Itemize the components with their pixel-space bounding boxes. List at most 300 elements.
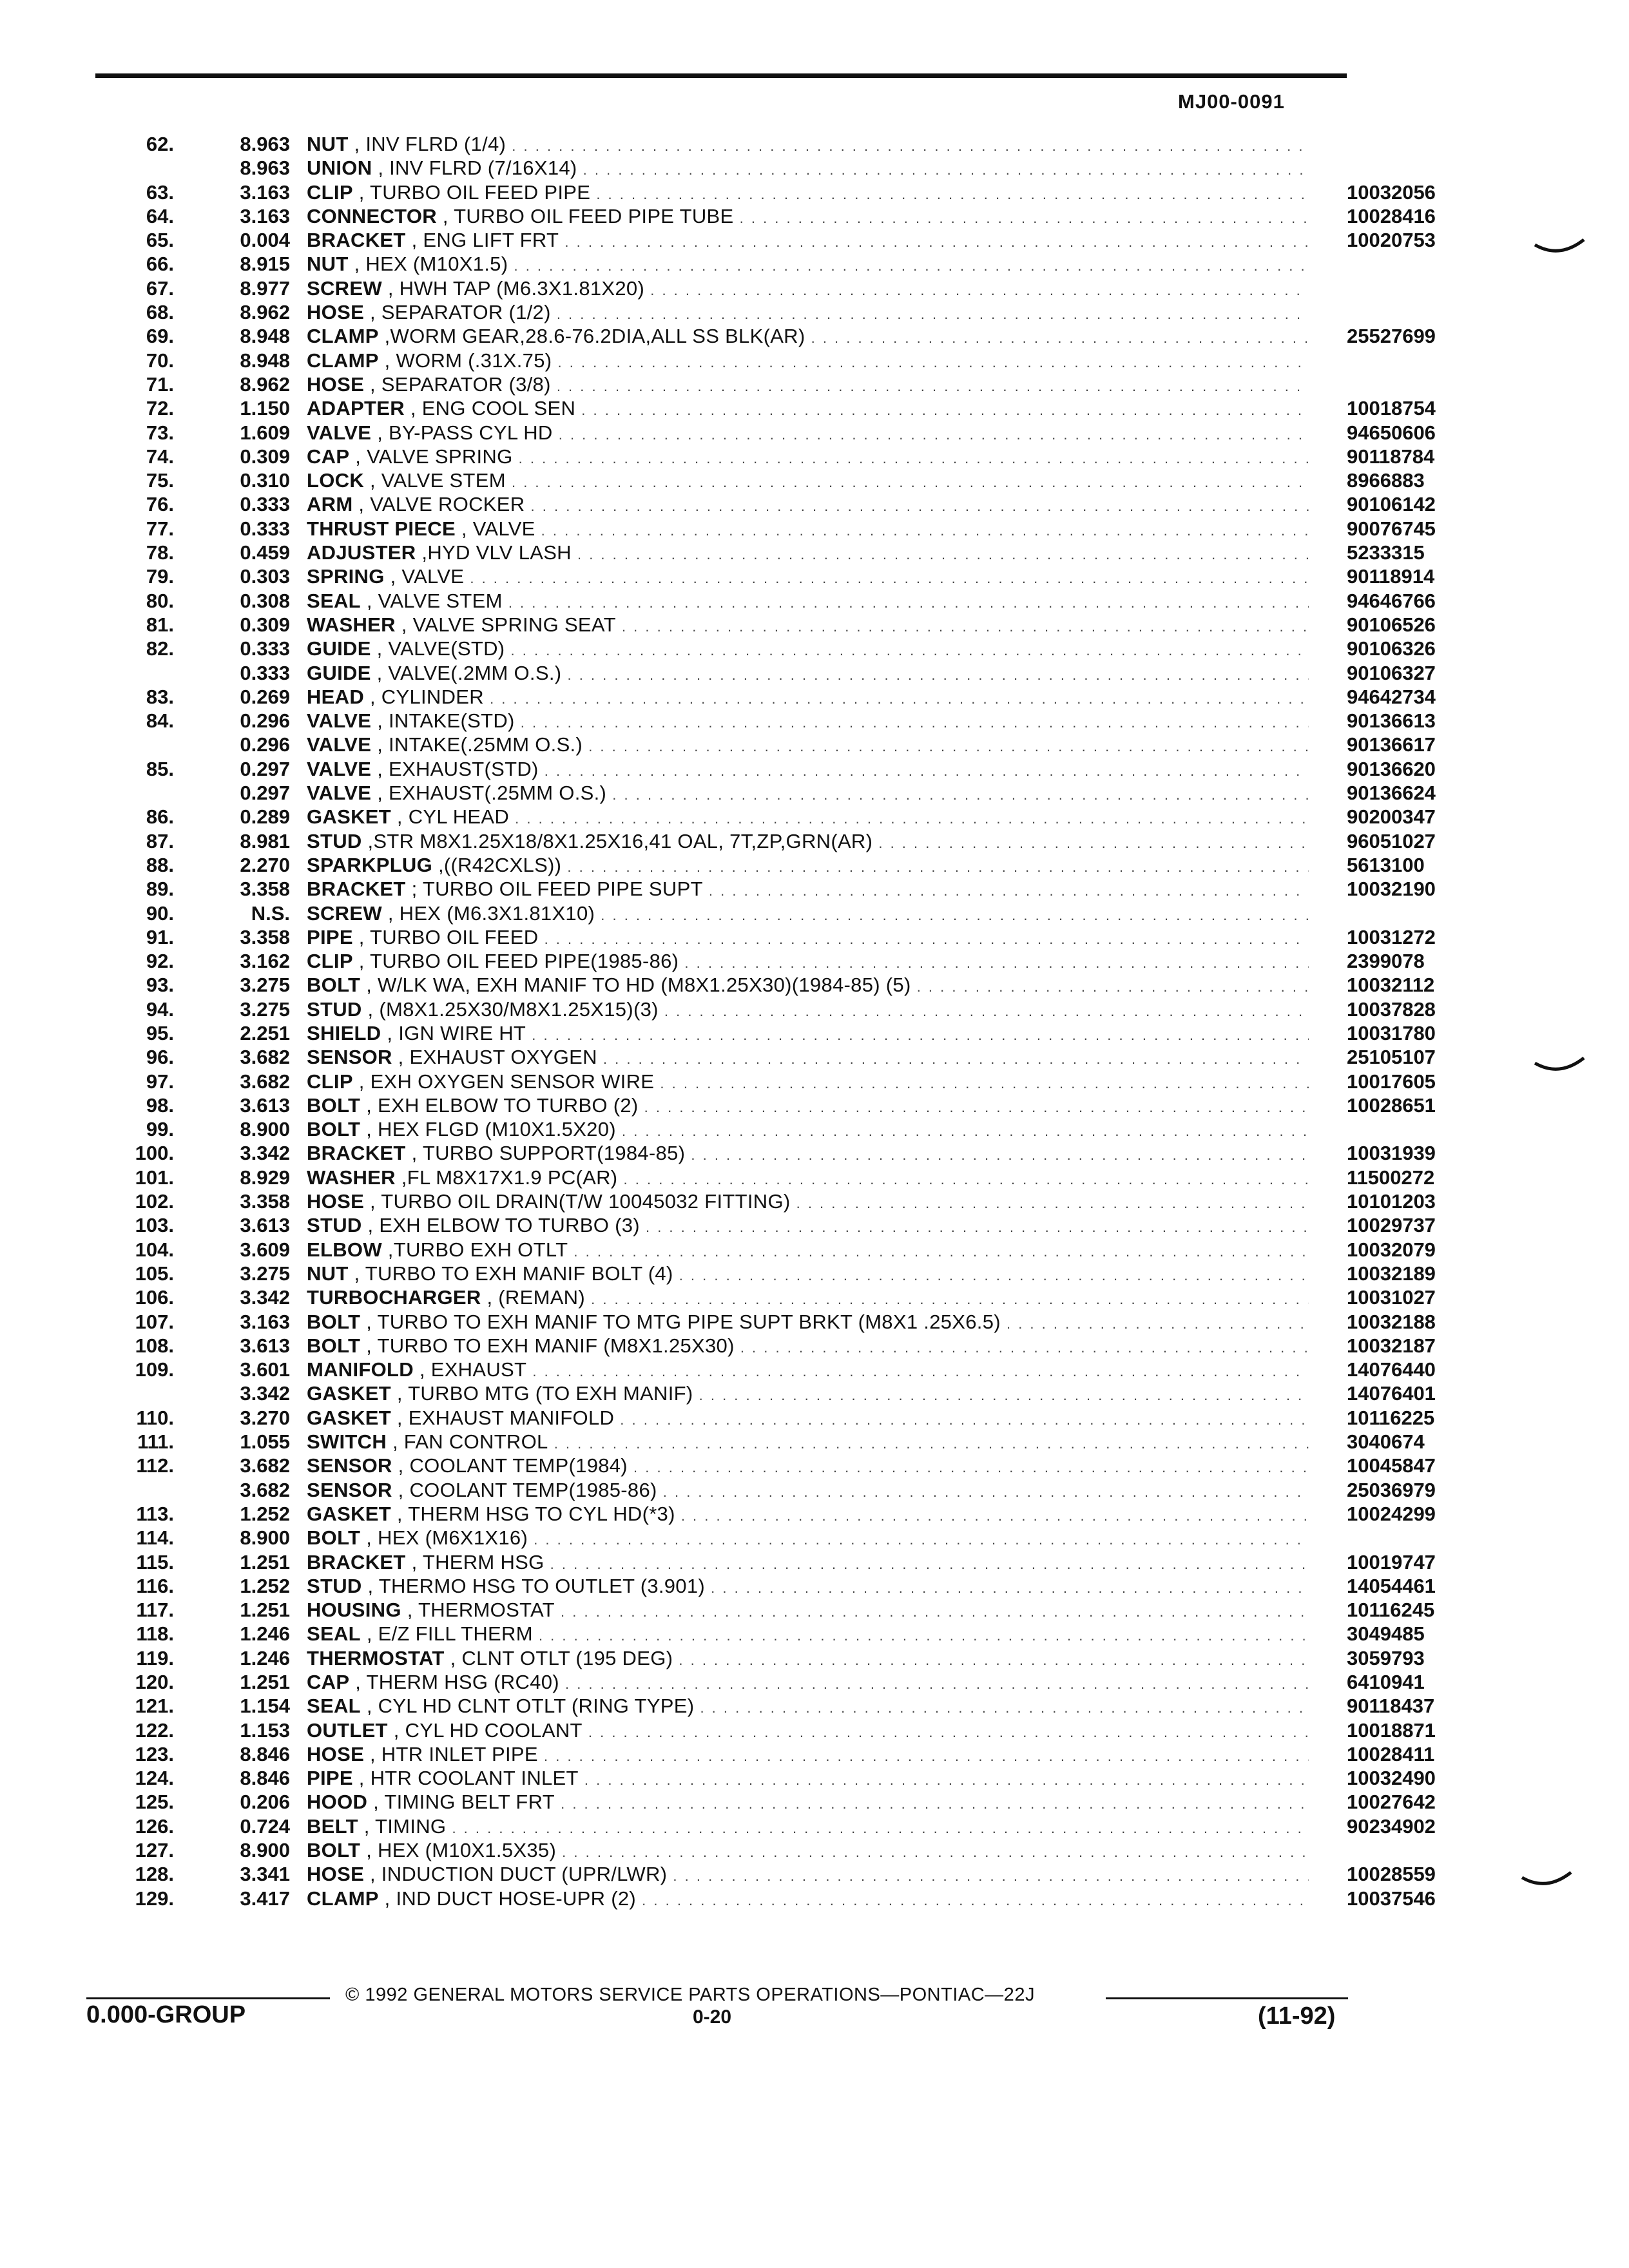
item-number: 72. xyxy=(146,397,174,420)
part-description xyxy=(307,1117,1309,1143)
part-name: THERMOSTAT xyxy=(307,1646,445,1669)
parts-row xyxy=(97,300,1347,324)
part-detail: , BY-PASS CYL HD . . . xyxy=(377,421,1309,444)
part-detail: , THERMO HSG TO OUTLET (3.901) . . . xyxy=(368,1575,1309,1597)
part-description xyxy=(307,1430,1309,1456)
item-number: 78. xyxy=(146,541,174,564)
part-description xyxy=(307,1045,1309,1071)
item-number: 92. xyxy=(146,950,174,973)
part-description xyxy=(307,1718,1309,1744)
part-number: 10029737 xyxy=(1347,1214,1436,1237)
part-detail: , INV FLRD (1/4) . . . xyxy=(354,133,1309,155)
part-description xyxy=(307,252,1309,278)
group-number: 8.963 xyxy=(240,157,290,180)
part-description xyxy=(307,661,1309,687)
parts-row xyxy=(97,781,1436,805)
item-number: 109. xyxy=(135,1358,174,1381)
part-description xyxy=(307,1598,1309,1624)
part-description xyxy=(307,1814,1309,1840)
part-description xyxy=(307,925,1309,951)
item-number: 69. xyxy=(146,325,174,348)
part-description xyxy=(307,997,1309,1023)
part-name: BOLT xyxy=(307,1526,361,1550)
item-number: 100. xyxy=(135,1142,174,1165)
part-name: BRACKET xyxy=(307,1142,406,1165)
part-description xyxy=(307,396,1309,422)
part-name: CAP xyxy=(307,1671,350,1693)
part-detail: , TURBO TO EXH MANIF (M8X1.25X30) . . . xyxy=(366,1334,1309,1357)
part-number: 10031939 xyxy=(1347,1142,1436,1165)
part-detail: , HEX FLGD (M10X1.5X20) . . . xyxy=(366,1118,1309,1140)
part-description xyxy=(307,132,1309,158)
item-number: 70. xyxy=(146,349,174,372)
group-number: 8.981 xyxy=(240,829,290,852)
part-detail: , THERM HSG (RC40) . . . xyxy=(355,1671,1309,1693)
part-description xyxy=(307,1285,1309,1311)
part-name: LOCK xyxy=(307,469,365,492)
part-description xyxy=(307,1550,1309,1576)
item-number: 76. xyxy=(146,493,174,516)
part-detail: , TURBO OIL FEED PIPE . . . xyxy=(359,181,1309,204)
item-number: 97. xyxy=(146,1070,174,1093)
part-name: HOOD xyxy=(307,1791,368,1814)
item-number: 123. xyxy=(135,1742,174,1765)
part-number: 10031272 xyxy=(1347,925,1436,948)
parts-row xyxy=(97,709,1436,733)
parts-row xyxy=(97,1262,1436,1285)
parts-row xyxy=(97,973,1435,997)
parts-row xyxy=(97,1406,1435,1430)
part-detail: ,STR M8X1.25X18/8X1.25X16,41 OAL, 7T,ZP,GRN(AR) . . . xyxy=(368,830,1309,852)
group-number: 0.333 xyxy=(240,493,290,516)
part-name: PIPE xyxy=(307,1767,353,1790)
part-number: 25527699 xyxy=(1347,325,1436,348)
part-name: SCREW xyxy=(307,276,382,300)
part-description xyxy=(307,228,1309,254)
group-number: 3.358 xyxy=(240,878,290,901)
parts-row xyxy=(97,1766,1436,1790)
group-number: 3.275 xyxy=(240,974,290,997)
part-detail: , THERMOSTAT . . . xyxy=(407,1599,1309,1621)
part-name: BRACKET xyxy=(307,1550,406,1573)
part-number: 10032187 xyxy=(1347,1334,1436,1357)
group-number: 1.153 xyxy=(240,1718,290,1742)
part-description xyxy=(307,1358,1309,1383)
part-detail: , EXHAUST . . . xyxy=(419,1358,1309,1381)
parts-row xyxy=(97,1213,1436,1237)
part-detail: ; TURBO OIL FEED PIPE SUPT . . . xyxy=(412,878,1309,900)
parts-row xyxy=(97,564,1435,588)
part-description xyxy=(307,421,1309,447)
part-description xyxy=(307,1838,1309,1864)
part-name: VALVE xyxy=(307,709,372,733)
parts-row xyxy=(97,1430,1425,1454)
item-number: 114. xyxy=(136,1526,174,1550)
parts-row xyxy=(97,1622,1425,1646)
part-number: 90106142 xyxy=(1347,493,1436,516)
part-number: 10019747 xyxy=(1347,1550,1436,1573)
parts-row xyxy=(97,925,1436,949)
part-detail: ,HYD VLV LASH . . . xyxy=(421,541,1309,564)
part-name: VALVE xyxy=(307,733,372,756)
parts-row xyxy=(97,997,1436,1021)
part-number: 10024299 xyxy=(1347,1502,1436,1525)
part-number: 10032190 xyxy=(1347,878,1436,901)
group-number: 3.163 xyxy=(240,180,290,204)
part-description xyxy=(307,877,1309,903)
part-number: 25105107 xyxy=(1347,1046,1436,1069)
part-description xyxy=(307,468,1309,494)
part-description xyxy=(307,1093,1309,1119)
part-detail: , HEX (M6.3X1.81X10) . . . xyxy=(388,902,1309,925)
item-number: 99. xyxy=(146,1118,174,1141)
group-number: 3.682 xyxy=(240,1046,290,1069)
part-number: 90234902 xyxy=(1347,1814,1436,1838)
part-number: 11500272 xyxy=(1347,1166,1435,1189)
group-number: 3.163 xyxy=(240,1310,290,1333)
part-name: GASKET xyxy=(307,805,391,829)
part-name: GUIDE xyxy=(307,637,371,660)
part-number: 96051027 xyxy=(1347,829,1436,852)
group-number: 0.333 xyxy=(240,517,290,540)
part-description xyxy=(307,1406,1309,1432)
part-name: SENSOR xyxy=(307,1046,392,1069)
part-name: SHIELD xyxy=(307,1021,381,1044)
item-number: 106. xyxy=(135,1286,174,1309)
parts-row xyxy=(97,372,1347,396)
part-name: SEAL xyxy=(307,1622,361,1646)
group-number: 3.358 xyxy=(240,925,290,948)
part-number: 90118784 xyxy=(1347,445,1435,468)
item-number: 66. xyxy=(146,253,174,276)
group-number: 8.929 xyxy=(240,1166,290,1189)
part-detail: , VALVE(STD) . . . xyxy=(377,637,1309,660)
part-detail: , CYL HD CLNT OTLT (RING TYPE) . . . xyxy=(367,1695,1309,1717)
parts-row xyxy=(97,156,1347,180)
part-name: STUD xyxy=(307,1574,362,1597)
parts-row xyxy=(97,829,1436,853)
binder-hole-mark-icon xyxy=(1521,1871,1572,1890)
part-number: 10032490 xyxy=(1347,1767,1436,1790)
item-number: 81. xyxy=(146,613,174,636)
parts-row xyxy=(97,349,1347,372)
part-name: BOLT xyxy=(307,1118,361,1141)
part-detail: , IGN WIRE HT . . . xyxy=(387,1022,1309,1044)
part-number: 5613100 xyxy=(1347,853,1425,876)
part-detail: , TIMING . . . xyxy=(364,1815,1309,1838)
group-number: 3.270 xyxy=(240,1406,290,1429)
part-description xyxy=(307,805,1309,831)
part-description xyxy=(307,1454,1309,1479)
part-name: OUTLET xyxy=(307,1718,388,1742)
part-name: WASHER xyxy=(307,1166,396,1189)
item-number: 105. xyxy=(135,1262,174,1285)
edition-date: (11-92) xyxy=(1258,2003,1336,2030)
part-name: STUD xyxy=(307,829,362,852)
part-name: HOUSING xyxy=(307,1599,401,1622)
part-detail: , COOLANT TEMP(1984) . . . xyxy=(398,1454,1309,1477)
parts-row xyxy=(97,1141,1436,1165)
group-number: 1.150 xyxy=(240,397,290,420)
part-detail: , IND DUCT HOSE-UPR (2) . . . xyxy=(385,1887,1309,1910)
parts-row xyxy=(97,757,1436,781)
part-description xyxy=(307,1238,1309,1264)
parts-row xyxy=(97,901,1347,925)
part-number: 94642734 xyxy=(1347,685,1436,708)
parts-row xyxy=(97,517,1436,541)
part-name: THRUST PIECE xyxy=(307,517,456,540)
parts-row xyxy=(97,1117,1347,1141)
part-name: SENSOR xyxy=(307,1454,392,1477)
part-number: 90076745 xyxy=(1347,517,1436,540)
part-detail: , EXHAUST(.25MM O.S.) . . . xyxy=(377,782,1309,804)
item-number: 124. xyxy=(135,1767,174,1790)
part-detail: ,WORM GEAR,28.6-76.2DIA,ALL SS BLK(AR) . . . xyxy=(385,325,1309,347)
top-rule xyxy=(95,73,1347,78)
part-detail: ,FL M8X17X1.9 PC(AR) . . . xyxy=(401,1166,1309,1189)
part-name: NUT xyxy=(307,253,349,276)
item-number: 64. xyxy=(146,204,174,227)
item-number: 117. xyxy=(136,1599,174,1622)
item-number: 88. xyxy=(146,853,174,876)
part-name: HOSE xyxy=(307,1742,365,1765)
parts-row xyxy=(97,541,1425,564)
part-detail: , VALVE(.2MM O.S.) . . . xyxy=(377,662,1309,684)
item-number: 125. xyxy=(135,1791,174,1814)
part-description xyxy=(307,1334,1309,1360)
part-description xyxy=(307,276,1309,302)
parts-row xyxy=(97,1070,1436,1093)
group-number: 1.246 xyxy=(240,1646,290,1669)
part-number: 90106526 xyxy=(1347,613,1436,636)
parts-row xyxy=(97,1550,1436,1574)
parts-row xyxy=(97,1310,1436,1334)
part-description xyxy=(307,1310,1309,1336)
item-number: 119. xyxy=(136,1646,174,1669)
part-number: 14076440 xyxy=(1347,1358,1436,1381)
group-number: 1.609 xyxy=(240,421,290,444)
group-number: 8.846 xyxy=(240,1742,290,1765)
part-number: 10028559 xyxy=(1347,1863,1436,1886)
group-number: 3.417 xyxy=(240,1887,290,1910)
part-number: 10032112 xyxy=(1347,974,1435,997)
part-description xyxy=(307,541,1309,566)
parts-row xyxy=(97,877,1436,901)
group-number: 3.682 xyxy=(240,1478,290,1501)
group-number: 1.251 xyxy=(240,1671,290,1693)
group-number: 3.613 xyxy=(240,1214,290,1237)
group-number: 8.963 xyxy=(240,133,290,155)
part-description xyxy=(307,445,1309,470)
parts-row xyxy=(97,1238,1436,1262)
part-number: 8966883 xyxy=(1347,469,1425,492)
parts-row xyxy=(97,1285,1436,1309)
part-number: 5233315 xyxy=(1347,541,1425,564)
part-description xyxy=(307,180,1309,206)
group-number: 3.609 xyxy=(240,1238,290,1261)
item-number: 68. xyxy=(146,301,174,324)
part-detail: , COOLANT TEMP(1985-86) . . . xyxy=(398,1479,1309,1501)
parts-row xyxy=(97,1334,1436,1358)
part-detail: , TURBO SUPPORT(1984-85) . . . xyxy=(412,1142,1309,1164)
part-name: BRACKET xyxy=(307,878,406,901)
part-number: 10028416 xyxy=(1347,204,1436,227)
part-detail: ,((R42CXLS)) . . . xyxy=(438,854,1309,876)
group-number: 3.613 xyxy=(240,1334,290,1357)
item-number: 95. xyxy=(146,1021,174,1044)
part-number: 10032079 xyxy=(1347,1238,1436,1261)
part-description xyxy=(307,1646,1309,1672)
part-number: 10032188 xyxy=(1347,1310,1436,1333)
part-number: 90106327 xyxy=(1347,661,1436,684)
parts-row xyxy=(97,1502,1436,1526)
part-description xyxy=(307,829,1309,855)
part-number: 2399078 xyxy=(1347,950,1425,973)
item-number: 87. xyxy=(146,829,174,852)
part-detail: , HTR INLET PIPE . . . xyxy=(370,1743,1309,1765)
part-name: MANIFOLD xyxy=(307,1358,414,1381)
parts-row xyxy=(97,132,1347,156)
part-number: 90136620 xyxy=(1347,757,1436,780)
part-number: 94646766 xyxy=(1347,589,1436,612)
group-number: 0.303 xyxy=(240,565,290,588)
part-name: VALVE xyxy=(307,757,372,780)
part-detail: , SEPARATOR (3/8) . . . xyxy=(370,373,1309,396)
part-description xyxy=(307,973,1309,999)
part-name: SENSOR xyxy=(307,1478,392,1501)
parts-row xyxy=(97,661,1436,685)
parts-row xyxy=(97,1838,1347,1862)
part-description xyxy=(307,372,1309,398)
parts-row xyxy=(97,1381,1436,1405)
group-number: 3.601 xyxy=(240,1358,290,1381)
group-number: N.S. xyxy=(251,901,290,925)
part-detail: , EXH ELBOW TO TURBO (3) . . . xyxy=(368,1214,1309,1236)
part-detail: , TURBO TO EXH MANIF BOLT (4) . . . xyxy=(354,1262,1309,1285)
part-name: ARM xyxy=(307,493,353,516)
part-description xyxy=(307,949,1309,975)
parts-row xyxy=(97,1574,1436,1598)
part-description xyxy=(307,1887,1309,1912)
part-detail: , EXHAUST OXYGEN . . . xyxy=(398,1046,1309,1068)
item-number: 128. xyxy=(135,1863,174,1886)
binder-hole-mark-icon xyxy=(1534,238,1585,258)
item-number: 115. xyxy=(136,1550,174,1573)
item-number: 62. xyxy=(146,133,174,155)
part-detail: , CYLINDER . . . xyxy=(370,686,1309,708)
group-number: 8.977 xyxy=(240,276,290,300)
part-name: CAP xyxy=(307,445,350,468)
group-number: 0.308 xyxy=(240,589,290,612)
group-number: 2.251 xyxy=(240,1021,290,1044)
part-description xyxy=(307,1166,1309,1191)
part-name: NUT xyxy=(307,1262,349,1285)
part-detail: , CLNT OTLT (195 DEG) . . . xyxy=(450,1647,1309,1669)
parts-row xyxy=(97,949,1425,973)
part-description xyxy=(307,1021,1309,1047)
item-number: 98. xyxy=(146,1093,174,1117)
item-number: 112. xyxy=(136,1454,174,1477)
part-number: 14054461 xyxy=(1347,1574,1436,1597)
part-name: HOSE xyxy=(307,301,365,324)
part-description xyxy=(307,300,1309,326)
group-number: 3.163 xyxy=(240,204,290,227)
group-number: 3.275 xyxy=(240,997,290,1021)
part-description xyxy=(307,757,1309,783)
item-number: 113. xyxy=(136,1502,174,1525)
parts-row xyxy=(97,492,1436,516)
part-number: 3059793 xyxy=(1347,1646,1425,1669)
binder-hole-mark-icon xyxy=(1534,1057,1585,1076)
part-number: 90118437 xyxy=(1347,1695,1435,1718)
part-number: 10018871 xyxy=(1347,1718,1436,1742)
part-detail: , INTAKE(STD) . . . xyxy=(377,709,1309,732)
parts-row xyxy=(97,733,1436,756)
part-description xyxy=(307,1189,1309,1215)
group-number: 0.309 xyxy=(240,613,290,636)
parts-row xyxy=(97,396,1436,420)
part-detail: , (REMAN) . . . xyxy=(487,1286,1309,1309)
part-name: SEAL xyxy=(307,589,361,612)
part-name: BOLT xyxy=(307,1839,361,1862)
group-number: 8.900 xyxy=(240,1118,290,1141)
item-number: 74. xyxy=(146,445,174,468)
part-number: 10116245 xyxy=(1347,1599,1435,1622)
part-detail: , SEPARATOR (1/2) . . . xyxy=(370,301,1309,323)
part-description xyxy=(307,1742,1309,1768)
group-number: 8.948 xyxy=(240,349,290,372)
part-detail: , TURBO TO EXH MANIF TO MTG PIPE SUPT BRKT (M8X1 .25X6.5) . . . xyxy=(366,1311,1309,1333)
part-description xyxy=(307,324,1309,350)
part-description xyxy=(307,1478,1309,1504)
item-number: 101. xyxy=(135,1166,174,1189)
part-number: 3049485 xyxy=(1347,1622,1425,1646)
part-detail: , VALVE ROCKER . . . xyxy=(358,493,1309,515)
part-detail: ,TURBO EXH OTLT . . . xyxy=(388,1238,1309,1261)
part-name: BRACKET xyxy=(307,229,406,252)
part-detail: , (M8X1.25X30/M8X1.25X15)(3) . . . xyxy=(368,998,1309,1021)
part-detail: , TURBO OIL DRAIN(T/W 10045032 FITTING) . . . xyxy=(370,1190,1309,1213)
item-number: 91. xyxy=(146,925,174,948)
part-detail: , CYL HEAD . . . xyxy=(397,805,1309,828)
part-detail: , EXH OXYGEN SENSOR WIRE . . . xyxy=(359,1070,1309,1093)
part-number: 90136613 xyxy=(1347,709,1436,733)
parts-row xyxy=(97,589,1436,613)
part-name: SEAL xyxy=(307,1695,361,1718)
part-detail: , HEX (M10X1.5) . . . xyxy=(354,253,1309,275)
parts-row xyxy=(97,1742,1435,1766)
item-number: 118. xyxy=(136,1622,174,1646)
part-number: 10018754 xyxy=(1347,397,1436,420)
group-number: 8.962 xyxy=(240,372,290,396)
part-number: 10027642 xyxy=(1347,1791,1436,1814)
part-description xyxy=(307,1262,1309,1287)
item-number: 83. xyxy=(146,685,174,708)
parts-row xyxy=(97,1814,1436,1838)
group-number: 0.289 xyxy=(240,805,290,829)
parts-row xyxy=(97,1526,1347,1550)
item-number: 108. xyxy=(135,1334,174,1357)
group-number: 1.154 xyxy=(240,1695,290,1718)
part-number: 10028651 xyxy=(1347,1093,1436,1117)
part-name: CLIP xyxy=(307,180,353,204)
part-description xyxy=(307,901,1309,927)
part-description xyxy=(307,589,1309,615)
group-number: 1.246 xyxy=(240,1622,290,1646)
part-description xyxy=(307,1574,1309,1600)
item-number: 110. xyxy=(136,1406,174,1429)
item-number: 111. xyxy=(137,1430,174,1454)
